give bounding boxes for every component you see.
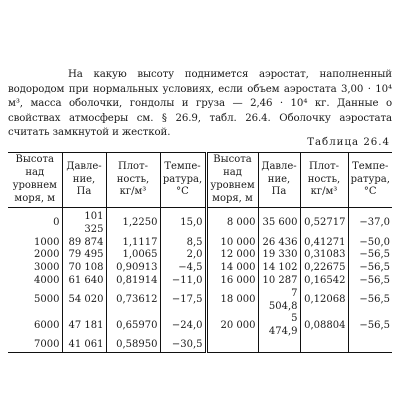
cell-temperature: 2,0 — [160, 249, 206, 262]
cell-pressure: 14 102 — [258, 262, 300, 275]
table-caption: Таблица 26.4 — [307, 137, 390, 148]
cell-temperature: −37,0 — [348, 208, 392, 237]
cell-height: 16 000 — [206, 275, 258, 288]
cell-height: 0 — [53, 217, 60, 229]
cell-pressure — [258, 339, 300, 352]
cell-height: 7000 — [8, 339, 62, 352]
cell-pressure: 101 325 — [62, 208, 106, 237]
cell-pressure: 70 108 — [62, 262, 106, 275]
cell-height: 20 000 — [206, 313, 258, 339]
cell-pressure: 89 874 — [62, 237, 106, 250]
cell-pressure: 35 600 — [258, 208, 300, 237]
cell-pressure: 7 504,8 — [258, 288, 300, 314]
col-header-density: Плот- ность, кг/м³ — [106, 153, 160, 208]
cell-temperature: 8,5 — [160, 237, 206, 250]
cell-height: 6000 — [34, 319, 60, 331]
table-row — [8, 249, 392, 262]
cell-temperature — [348, 339, 392, 352]
cell-pressure: 41 061 — [62, 339, 106, 352]
cell-density: 1,1117 — [106, 237, 160, 250]
cell-density: 0,81914 — [106, 275, 160, 288]
atmosphere-table — [8, 152, 392, 353]
col-header-density: Плот- ность, кг/м³ — [300, 153, 348, 208]
cell-temperature: −17,5 — [160, 288, 206, 314]
cell-height: 10 000 — [206, 237, 258, 250]
table-header-row — [8, 153, 392, 208]
cell-temperature: −56,5 — [348, 249, 392, 262]
cell-temperature: −4,5 — [160, 262, 206, 275]
table-row — [8, 262, 392, 275]
cell-density: 0,22675 — [300, 262, 348, 275]
cell-pressure: 47 181 — [62, 313, 106, 339]
cell-temperature: −24,0 — [160, 313, 206, 339]
cell-pressure: 19 330 — [258, 249, 300, 262]
cell-height: 4000 — [34, 274, 60, 286]
cell-density: 0,58950 — [106, 339, 160, 352]
problem-statement — [8, 68, 392, 141]
cell-pressure: 61 640 — [62, 275, 106, 288]
cell-height — [206, 339, 258, 352]
cell-height: 12 000 — [206, 249, 258, 262]
col-header-height: Высота над уровнем моря, м — [206, 153, 258, 208]
cell-height: 8 000 — [206, 208, 258, 237]
cell-temperature: −56,5 — [348, 275, 392, 288]
cell-density: 0,12068 — [300, 288, 348, 314]
cell-temperature: −50,0 — [348, 237, 392, 250]
cell-temperature: −56,5 — [348, 262, 392, 275]
cell-density: 1,2250 — [106, 208, 160, 237]
table-body — [8, 208, 392, 353]
cell-density: 0,41271 — [300, 237, 348, 250]
cell-density: 0,90913 — [106, 262, 160, 275]
cell-pressure: 79 495 — [62, 249, 106, 262]
table-row — [8, 313, 392, 339]
cell-density: 0,31083 — [300, 249, 348, 262]
cell-density: 0,16542 — [300, 275, 348, 288]
cell-temperature: −11,0 — [160, 275, 206, 288]
col-header-temperature: Темпе- ратура, °С — [348, 153, 392, 208]
cell-pressure: 26 436 — [258, 237, 300, 250]
cell-height: 2000 — [34, 249, 60, 261]
cell-density: 0,65970 — [106, 313, 160, 339]
cell-height: 18 000 — [206, 288, 258, 314]
col-header-height: Высота над уровнем моря, м — [8, 153, 62, 208]
cell-height: 3000 — [34, 262, 60, 274]
cell-pressure: 54 020 — [62, 288, 106, 314]
col-header-pressure: Давле- ние, Па — [62, 153, 106, 208]
cell-temperature: 15,0 — [160, 208, 206, 237]
col-header-temperature: Темпе- ратура, °С — [160, 153, 206, 208]
cell-density: 0,73612 — [106, 288, 160, 314]
problem-text: На какую высоту поднимется аэростат, наполненный водородом при нормальных условиях, если объем аэростата 3,00 · 10⁴ м³, масса оболочки, гондолы и груза — 2,46 · 10⁴ кг. Данные о свойствах атмосферы см. § 26.9, табл. 26.4. Оболочку аэростата считать замкнутой и жесткой. — [8, 69, 392, 139]
col-header-pressure: Давле- ние, Па — [258, 153, 300, 208]
cell-pressure: 10 287 — [258, 275, 300, 288]
cell-temperature: −56,5 — [348, 288, 392, 314]
table-row — [8, 237, 392, 250]
cell-height: 1000 — [34, 236, 60, 248]
cell-height: 14 000 — [206, 262, 258, 275]
table-row — [8, 339, 392, 352]
cell-density — [300, 339, 348, 352]
cell-density: 0,08804 — [300, 313, 348, 339]
table-row — [8, 288, 392, 314]
table-row — [8, 208, 392, 237]
cell-temperature: −56,5 — [348, 313, 392, 339]
table-row — [8, 275, 392, 288]
cell-height: 5000 — [34, 294, 60, 306]
cell-density: 1,0065 — [106, 249, 160, 262]
cell-temperature: −30,5 — [160, 339, 206, 352]
cell-pressure: 5 474,9 — [258, 313, 300, 339]
cell-density: 0,52717 — [300, 208, 348, 237]
